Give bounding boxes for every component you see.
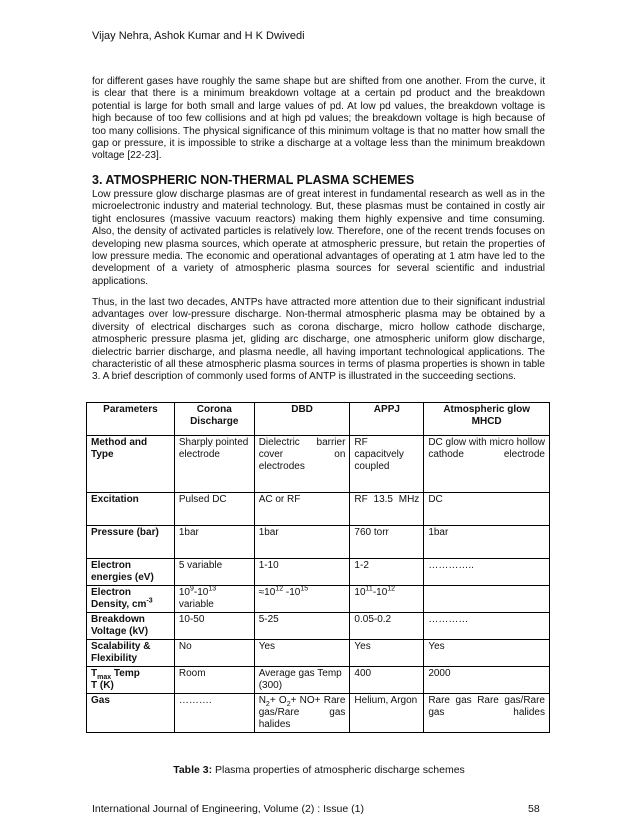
running-header: Vijay Nehra, Ashok Kumar and H K Dwivedi	[92, 30, 305, 42]
table-header-row	[87, 403, 550, 436]
table-row	[87, 667, 550, 694]
row-label: Gas	[87, 694, 175, 733]
table-cell: ……….	[174, 694, 254, 733]
table-row	[87, 436, 550, 493]
column-header: Parameters	[87, 403, 175, 436]
table-cell: $\approx 10^{12}$ $-10^{15}$	[254, 586, 350, 613]
intro-paragraph: for different gases have roughly the same shape but are shifted from one another. From the curve, it is clear that there is a minimum breakdown voltage at a certain pd product and the breakdown potential is large for both small and large values of pd. At low pd values, the breakdown voltage is high because of too few collisions and at high pd values; the breakdown voltage is high because of too many collisions. The physical significance of this minimum voltage is that no matter how small the gap or pressure, it is impossible to strike a discharge at a voltage less than the minimum breakdown voltage [22-23].	[92, 76, 545, 162]
table-cell: 1-2	[350, 559, 424, 586]
table-cell: 5 variable	[174, 559, 254, 586]
table-cell: 400	[350, 667, 424, 694]
body-paragraph-1: Low pressure glow discharge plasmas are of great interest in fundamental research as well as in the microelectronic industry and material technology. But, these plasmas must be contained in costly air tight enclosures (massive vacuum reactors) making them highly expensive and time consuming. Also, the density of activated particles is relatively low. Therefore, one of the recent trends focuses on developing new plasma sources, which operate at atmospheric pressure, but retain the properties of low pressure media. The economic and operational advantages of operating at 1 atm have led to the development of a variety of atmospheric plasma sources for several scientific and industrial applications.	[92, 189, 545, 287]
table-cell: 1bar	[424, 526, 550, 559]
row-label: Method and Type	[87, 436, 175, 493]
table-row	[87, 640, 550, 667]
table-cell: DC	[424, 493, 550, 526]
table-cell: DC glow with micro hollow cathode electrode	[424, 436, 550, 493]
table-cell	[424, 586, 550, 613]
table-cell: 1-10	[254, 559, 350, 586]
row-label: Electron Density, $cm^{-3}$	[87, 586, 175, 613]
table-row	[87, 613, 550, 640]
table-cell: Helium, Argon	[350, 694, 424, 733]
body-paragraph-2: Thus, in the last two decades, ANTPs have attracted more attention due to their significant industrial advantages over low-pressure discharge. Non-thermal atmospheric plasma may be obtained by a diversity of electrical discharges such as corona discharge, micro hollow cathode discharge, atmospheric pressure plasma jet, gliding arc discharge, one atmospheric uniform glow discharge, dielectric barrier discharge, and plasma needle, all having important technological applications. The characteristic of all these atmospheric plasma sources in terms of plasma properties is shown in table 3. A brief description of commonly used forms of ANTP is illustrated in the succeeding sections.	[92, 297, 545, 383]
table-cell: Yes	[254, 640, 350, 667]
table-cell: No	[174, 640, 254, 667]
table-cell: 5-25	[254, 613, 350, 640]
table-cell: $10^9-10^{13}$ variable	[174, 586, 254, 613]
table-cell: Sharply pointed electrode	[174, 436, 254, 493]
plasma-properties-table	[86, 402, 550, 733]
journal-footer: International Journal of Engineering, Volume (2) : Issue (1)	[92, 803, 364, 815]
row-label: Electron energies (eV)	[87, 559, 175, 586]
table-cell: Room	[174, 667, 254, 694]
table-cell: Rare gas Rare gas/Rare gas halides	[424, 694, 550, 733]
table-cell: 1bar	[174, 526, 254, 559]
table-row	[87, 526, 550, 559]
table-caption: Table 3: Plasma properties of atmospheric discharge schemes	[173, 764, 465, 776]
table-row	[87, 586, 550, 613]
table-row	[87, 559, 550, 586]
table-cell: …………	[424, 613, 550, 640]
row-label: Scalability & Flexibility	[87, 640, 175, 667]
table-cell: $N_2+ O_2+ NO+$ Rare gas/Rare gas halides	[254, 694, 350, 733]
table-cell: 0.05-0.2	[350, 613, 424, 640]
table-row	[87, 694, 550, 733]
table-cell: AC or RF	[254, 493, 350, 526]
table-cell: 1bar	[254, 526, 350, 559]
table-cell: Yes	[424, 640, 550, 667]
table-cell: …………..	[424, 559, 550, 586]
row-label: $T_{max}$ Temp T (K)	[87, 667, 175, 694]
table-cell: Yes	[350, 640, 424, 667]
row-label: Excitation	[87, 493, 175, 526]
table-cell: Average gas Temp (300)	[254, 667, 350, 694]
column-header: Corona Discharge	[174, 403, 254, 436]
column-header: Atmospheric glow MHCD	[424, 403, 550, 436]
column-header: DBD	[254, 403, 350, 436]
table-row	[87, 493, 550, 526]
table-cell: RF capacitvely coupled	[350, 436, 424, 493]
table-cell: 10-50	[174, 613, 254, 640]
row-label: Pressure (bar)	[87, 526, 175, 559]
page-number: 58	[528, 803, 540, 815]
column-header: APPJ	[350, 403, 424, 436]
table-cell: RF 13.5 MHz	[350, 493, 424, 526]
table-cell: 2000	[424, 667, 550, 694]
section-heading: 3. ATMOSPHERIC NON-THERMAL PLASMA SCHEMES	[92, 173, 415, 187]
table-cell: Dielectric barrier cover on electrodes	[254, 436, 350, 493]
row-label: Breakdown Voltage (kV)	[87, 613, 175, 640]
table-cell: $10^{11}-10^{12}$	[350, 586, 424, 613]
table-cell: Pulsed DC	[174, 493, 254, 526]
table-cell: 760 torr	[350, 526, 424, 559]
